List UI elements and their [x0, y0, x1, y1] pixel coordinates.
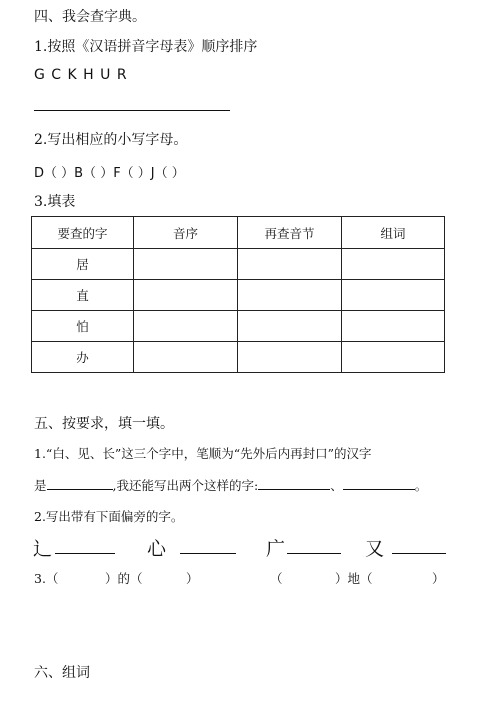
table-cell-char: 怕 — [32, 311, 134, 342]
answer-blank[interactable] — [343, 475, 415, 490]
q1-answer-line[interactable] — [34, 110, 230, 111]
radical-answer-line[interactable] — [55, 553, 115, 554]
s5-q1-line1: 1.“白、见、长”这三个字中，笔顺为“先外后内再封口”的汉字 — [34, 446, 372, 461]
radical-xin-icon: 心 — [147, 538, 167, 560]
radical-you-icon: 又 — [365, 538, 385, 560]
table-cell-input[interactable] — [134, 249, 238, 280]
s5-q2-label: 2.写出带有下面偏旁的字。 — [34, 509, 184, 524]
table-cell-input[interactable] — [134, 311, 238, 342]
table-cell-input[interactable] — [238, 342, 342, 373]
s5-q1-sep: 、 — [330, 478, 343, 493]
section6-title: 六、组词 — [34, 665, 90, 681]
table-cell-input[interactable] — [342, 280, 445, 311]
s5-q3-part2-open: （ — [270, 571, 283, 586]
table-header: 音序 — [134, 217, 238, 249]
radical-answer-line[interactable] — [392, 553, 446, 554]
q3-label: 3.填表 — [34, 194, 76, 210]
answer-blank[interactable] — [258, 475, 330, 490]
s5-q3-part2-end: ） — [432, 571, 445, 586]
table-row — [32, 249, 445, 280]
table-row — [32, 280, 445, 311]
table-cell-input[interactable] — [238, 311, 342, 342]
s5-q1-line2 — [34, 475, 427, 494]
table-header: 再查音节 — [238, 217, 342, 249]
table-cell-char: 办 — [32, 342, 134, 373]
s5-q3-number: 3.（ — [34, 571, 59, 586]
table-cell-input[interactable] — [342, 249, 445, 280]
section5-title: 五、按要求，填一填。 — [34, 416, 174, 432]
section4-title: 四、我会查字典。 — [34, 9, 146, 25]
table-cell-input[interactable] — [342, 342, 445, 373]
table-cell-input[interactable] — [238, 280, 342, 311]
table-header: 要查的字 — [32, 217, 134, 249]
radical-answer-line[interactable] — [287, 553, 341, 554]
q2-items: D（ ）B（ ）F（ ）J（ ） — [34, 166, 185, 181]
table-row — [32, 342, 445, 373]
q1-label: 1.按照《汉语拼音字母表》顺序排序 — [34, 39, 258, 55]
table-row — [32, 311, 445, 342]
q2-label: 2.写出相应的小写字母。 — [34, 132, 188, 148]
s5-q3-part1: ）的（ — [105, 571, 143, 586]
q1-letters: G C K H U R — [34, 67, 128, 83]
table-cell-input[interactable] — [134, 342, 238, 373]
radical-guang-icon: 广 — [266, 538, 286, 560]
table-cell-input[interactable] — [134, 280, 238, 311]
table-header-row — [32, 217, 445, 249]
table-cell-input[interactable] — [342, 311, 445, 342]
s5-q1-middle: ,我还能写出两个这样的字: — [112, 478, 259, 493]
s5-q3-part1-end: ） — [186, 571, 199, 586]
s5-q3-part2: ）地（ — [335, 571, 373, 586]
radical-chuo-icon: 辶 — [33, 538, 53, 560]
table-cell-char: 直 — [32, 280, 134, 311]
radical-answer-line[interactable] — [180, 553, 236, 554]
answer-blank[interactable] — [47, 475, 113, 490]
s5-q1-prefix: 是 — [34, 478, 47, 493]
lookup-table — [31, 216, 445, 373]
table-header: 组词 — [342, 217, 445, 249]
table-cell-input[interactable] — [238, 249, 342, 280]
s5-q1-end: 。 — [414, 478, 428, 493]
table-cell-char: 居 — [32, 249, 134, 280]
